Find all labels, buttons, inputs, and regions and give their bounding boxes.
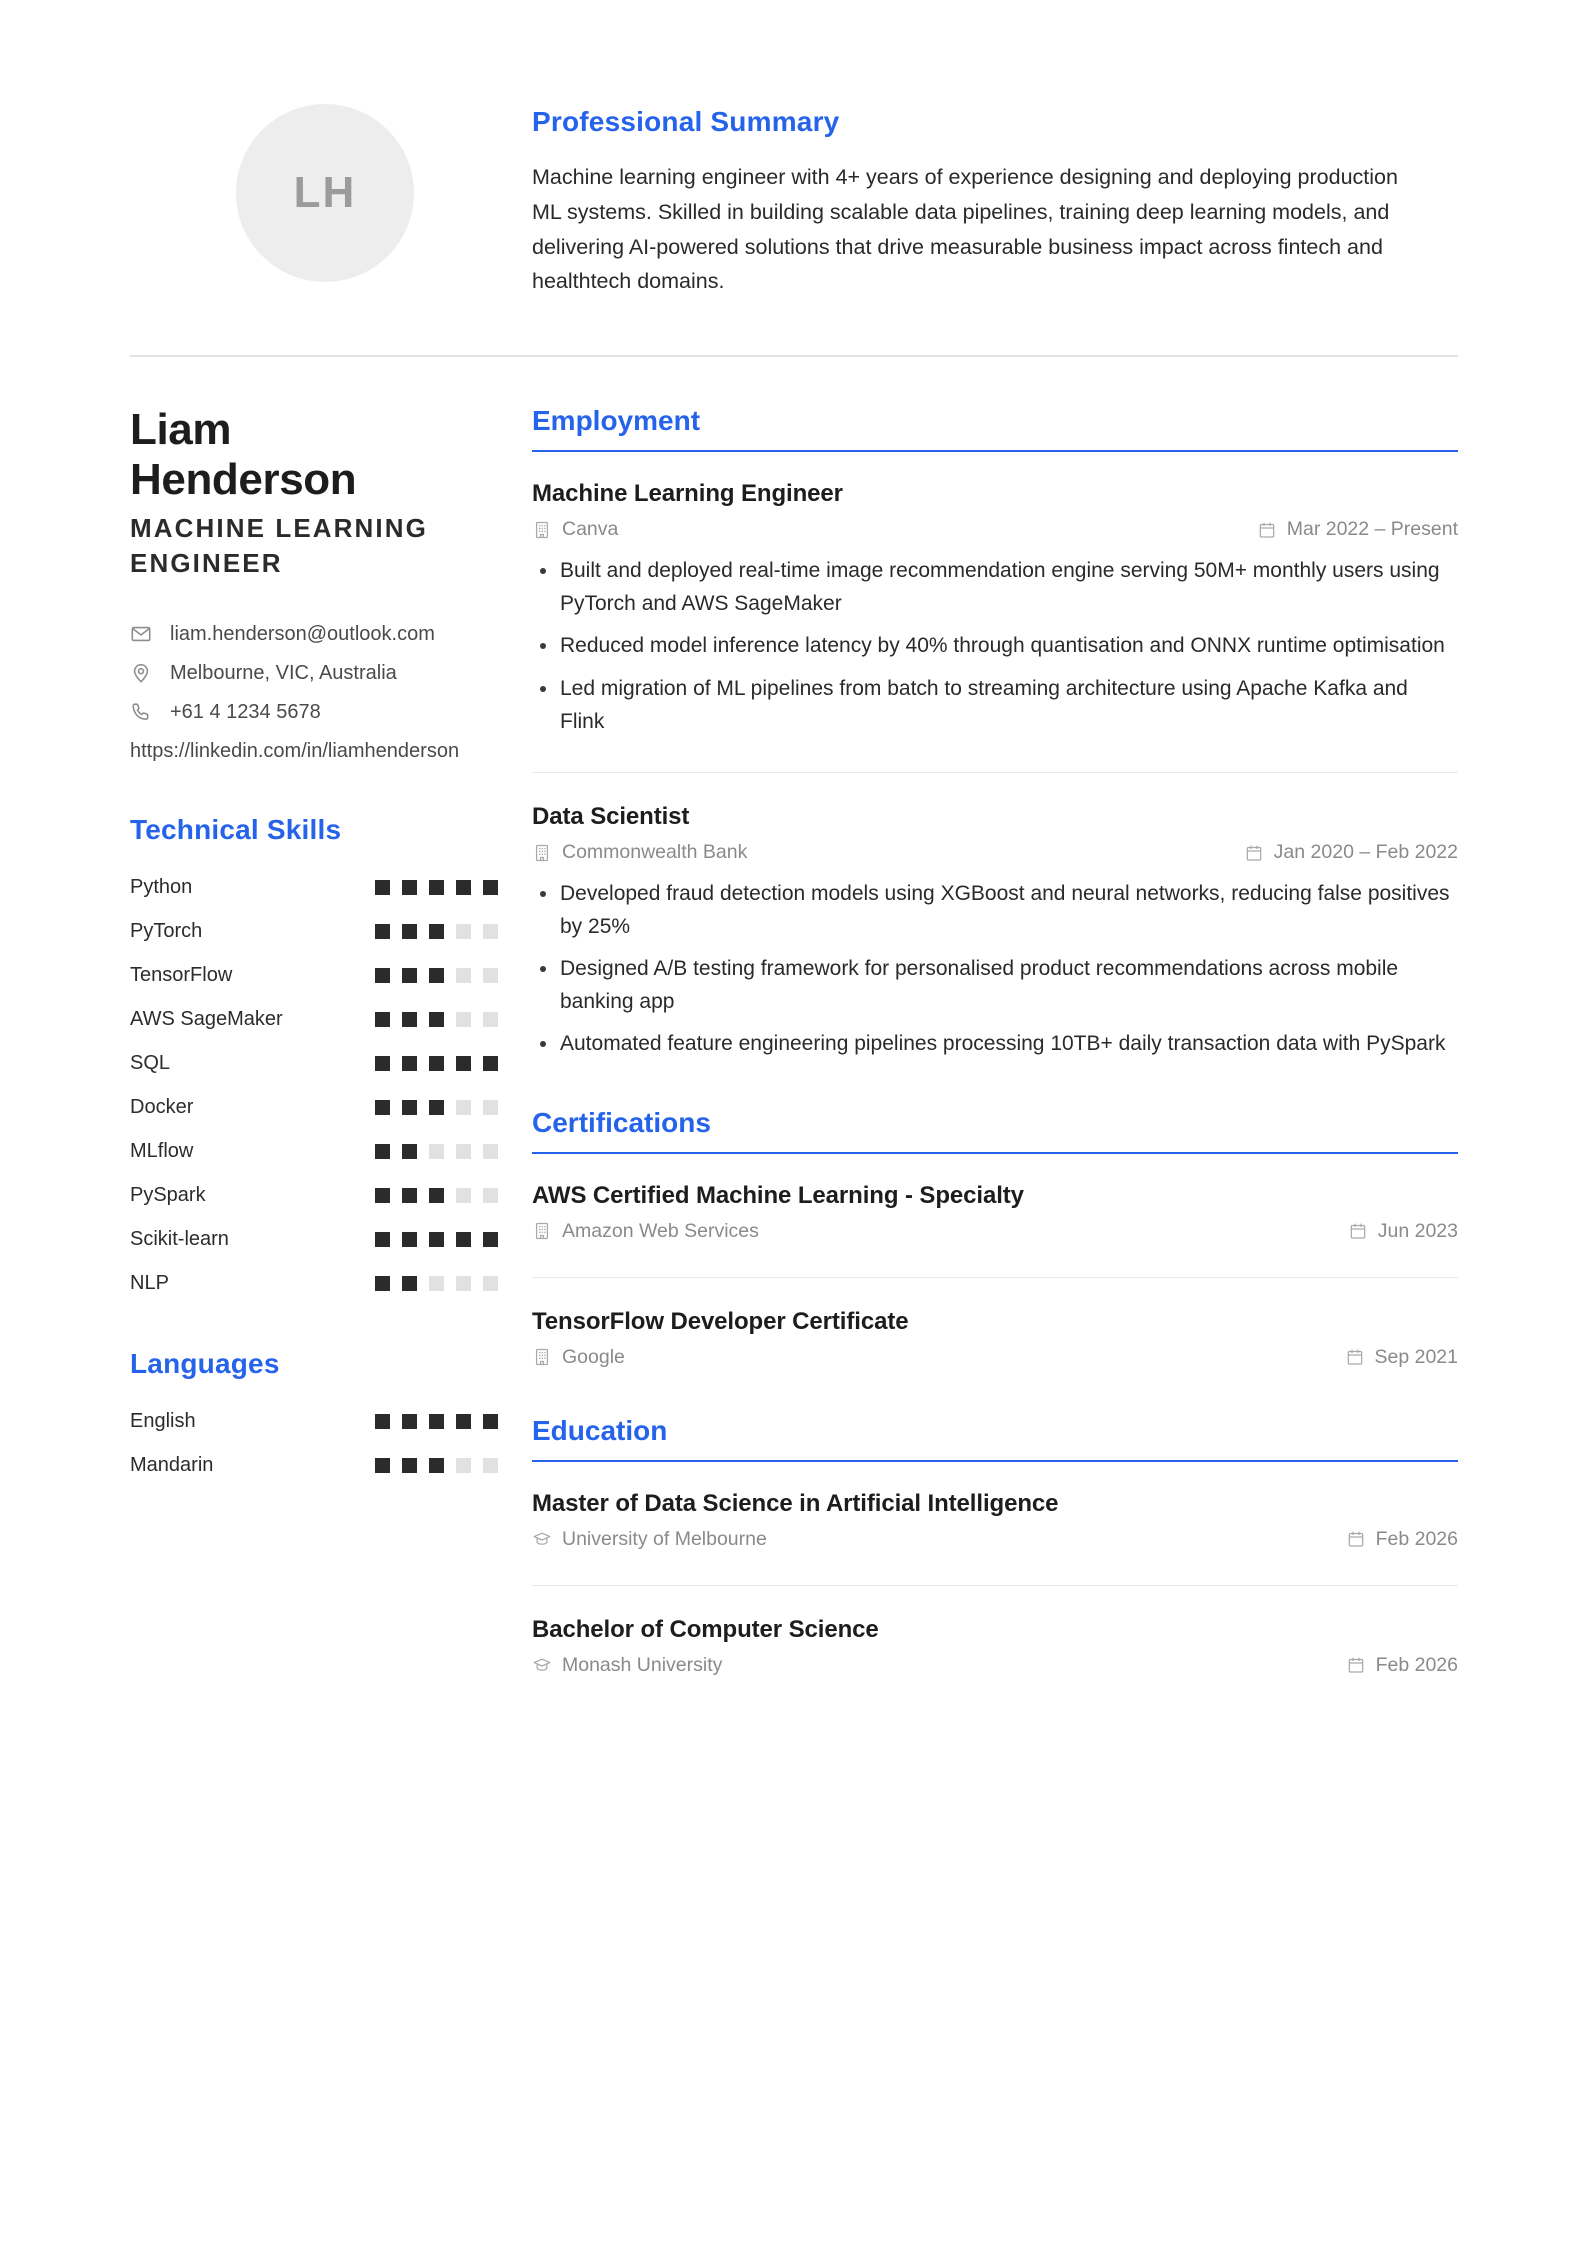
technical-skills-section: [130, 814, 498, 1296]
rating-square-filled: [429, 1414, 444, 1429]
entry-title: Machine Learning Engineer: [532, 480, 843, 508]
calendar-icon: [1346, 1655, 1366, 1675]
skill-rating: [375, 1232, 498, 1247]
skill-label: PySpark: [130, 1183, 206, 1206]
rating-square-filled: [402, 1232, 417, 1247]
certifications-section: [532, 1107, 1458, 1369]
skill-rating: [375, 1188, 498, 1203]
skill-label: Docker: [130, 1095, 194, 1118]
bullet-item: Developed fraud detection models using XGBoost and neural networks, reducing false positives by 25%: [532, 878, 1458, 943]
skill-rating: [375, 1100, 498, 1115]
employment-section: [532, 405, 1458, 1060]
rating-square-empty: [483, 1458, 498, 1473]
contact-location-text: Melbourne, VIC, Australia: [170, 662, 397, 685]
certifications-list: [532, 1182, 1458, 1369]
body-columns: [0, 357, 1588, 1722]
entry-organisation: [532, 1346, 625, 1369]
rating-square-filled: [483, 1232, 498, 1247]
entry-date-text: Jun 2023: [1377, 1219, 1458, 1242]
rating-square-empty: [483, 1276, 498, 1291]
skill-label: TensorFlow: [130, 963, 233, 986]
rating-square-filled: [429, 880, 444, 895]
entry-organisation: [532, 1220, 759, 1243]
entry-date-text: Jan 2020 – Feb 2022: [1273, 841, 1458, 864]
rating-square-empty: [456, 1144, 471, 1159]
rating-square-filled: [375, 1276, 390, 1291]
graduation-cap-icon: [532, 1655, 552, 1675]
rating-square-filled: [483, 1414, 498, 1429]
rating-square-empty: [456, 1276, 471, 1291]
entry: [532, 1490, 1458, 1551]
entry-title: Master of Data Science in Artificial Intelligence: [532, 1489, 1059, 1517]
skill-label: NLP: [130, 1271, 169, 1294]
rating-square-filled: [429, 1012, 444, 1027]
skill-row: [130, 918, 498, 944]
rating-square-filled: [402, 880, 417, 895]
graduation-cap-icon: [532, 1529, 552, 1549]
skill-row: [130, 1050, 498, 1076]
contact-email[interactable]: [130, 621, 498, 647]
entry-date: [1346, 1528, 1458, 1551]
skill-row: [130, 1094, 498, 1120]
skill-row: [130, 1138, 498, 1164]
contact-phone[interactable]: [130, 699, 498, 725]
rating-square-empty: [456, 1458, 471, 1473]
entry-separator: [532, 1277, 1458, 1278]
rating-square-empty: [483, 924, 498, 939]
language-label: Mandarin: [130, 1453, 214, 1476]
rating-square-empty: [483, 1012, 498, 1027]
rating-square-filled: [402, 1414, 417, 1429]
phone-icon: [130, 701, 156, 723]
entry-date-text: Mar 2022 – Present: [1286, 518, 1458, 541]
entry-organisation: [532, 1654, 722, 1677]
rating-square-empty: [456, 968, 471, 983]
rating-square-filled: [429, 1188, 444, 1203]
rating-square-filled: [483, 1056, 498, 1071]
entry-title: Bachelor of Computer Science: [532, 1615, 879, 1643]
skill-label: MLflow: [130, 1139, 194, 1162]
rating-square-filled: [456, 1232, 471, 1247]
entry-meta: [532, 518, 1458, 541]
rating-square-filled: [375, 1144, 390, 1159]
entry-organisation: [532, 841, 747, 864]
rating-square-filled: [429, 1458, 444, 1473]
rating-square-filled: [375, 968, 390, 983]
entry-organisation: [532, 1528, 767, 1551]
rating-square-empty: [456, 1012, 471, 1027]
rating-square-empty: [429, 1276, 444, 1291]
rating-square-filled: [402, 968, 417, 983]
building-icon: [532, 1221, 552, 1241]
skill-row: [130, 1226, 498, 1252]
rating-square-filled: [375, 1056, 390, 1071]
entry-separator: [532, 1585, 1458, 1586]
rating-square-filled: [456, 1056, 471, 1071]
rating-square-filled: [402, 1188, 417, 1203]
language-rating: [375, 1458, 498, 1473]
avatar-initials: LH: [293, 168, 357, 217]
entry-separator: [532, 772, 1458, 773]
rating-square-filled: [402, 1056, 417, 1071]
skill-row: [130, 1006, 498, 1032]
rating-square-filled: [402, 1100, 417, 1115]
rating-square-filled: [429, 1056, 444, 1071]
building-icon: [532, 520, 552, 540]
page-title: [130, 405, 498, 504]
skill-label: Scikit-learn: [130, 1227, 229, 1250]
calendar-icon: [1346, 1529, 1366, 1549]
name-line-1: Liam: [130, 405, 232, 455]
rating-square-empty: [483, 1188, 498, 1203]
entry-organisation: [532, 518, 618, 541]
contact-linkedin-text: https://linkedin.com/in/liamhenderson: [130, 740, 460, 763]
rating-square-empty: [483, 1100, 498, 1115]
education-heading: Education: [532, 1415, 1458, 1462]
education-list: [532, 1490, 1458, 1677]
entry-date-text: Feb 2026: [1375, 1653, 1458, 1676]
rating-square-filled: [483, 880, 498, 895]
building-icon: [532, 843, 552, 863]
language-row: [130, 1452, 498, 1478]
bullet-item: Automated feature engineering pipelines processing 10TB+ daily transaction data with PySpark: [532, 1028, 1458, 1061]
language-rating: [375, 1414, 498, 1429]
sidebar-column: [130, 357, 520, 1496]
job-title: MACHINE LEARNING ENGINEER: [130, 512, 428, 578]
rating-square-empty: [483, 1144, 498, 1159]
rating-square-filled: [429, 968, 444, 983]
entry-organisation-text: Monash University: [562, 1653, 723, 1676]
rating-square-filled: [375, 880, 390, 895]
summary-column: [520, 96, 1458, 299]
rating-square-filled: [375, 1414, 390, 1429]
summary-heading: Professional Summary: [532, 106, 840, 137]
entry-meta: [532, 841, 1458, 864]
summary-text: Machine learning engineer with 4+ years of experience designing and deploying production ML systems. Skilled in building scalable data pipelines, training deep learning models, and delivering AI-powered solutions that drive measurable business impact across fintech and healthtech domains.: [532, 165, 1398, 294]
map-pin-icon: [130, 662, 156, 684]
entry-date: [1257, 518, 1458, 541]
skill-rating: [375, 924, 498, 939]
entry: [532, 1308, 1458, 1369]
avatar: [236, 104, 414, 282]
entry-organisation-text: University of Melbourne: [562, 1527, 767, 1550]
entry-title: TensorFlow Developer Certificate: [532, 1307, 909, 1335]
contact-linkedin[interactable]: [130, 738, 498, 764]
entry-date: [1345, 1346, 1459, 1369]
entry-date-text: Feb 2026: [1375, 1527, 1458, 1550]
building-icon: [532, 1347, 552, 1367]
rating-square-filled: [375, 924, 390, 939]
rating-square-filled: [402, 1144, 417, 1159]
skill-rating: [375, 1276, 498, 1291]
entry-organisation-text: Commonwealth Bank: [562, 841, 748, 864]
entry-title: Data Scientist: [532, 803, 690, 831]
rating-square-filled: [375, 1188, 390, 1203]
main-column: [520, 357, 1458, 1722]
entry-meta: [532, 1654, 1458, 1677]
skill-rating: [375, 968, 498, 983]
entry-meta: [532, 1220, 1458, 1243]
entry-meta: [532, 1528, 1458, 1551]
rating-square-filled: [456, 1414, 471, 1429]
rating-square-filled: [375, 1232, 390, 1247]
bullet-item: Built and deployed real-time image recommendation engine serving 50M+ monthly users using PyTorch and AWS SageMaker: [532, 555, 1458, 620]
bullet-item: Reduced model inference latency by 40% through quantisation and ONNX runtime optimisation: [532, 630, 1458, 663]
entry-meta: [532, 1346, 1458, 1369]
rating-square-filled: [429, 1232, 444, 1247]
rating-square-filled: [402, 1458, 417, 1473]
contact-phone-text: +61 4 1234 5678: [170, 701, 321, 724]
name-line-2: Henderson: [130, 454, 357, 504]
languages-list: [130, 1408, 498, 1478]
entry: [532, 803, 1458, 1061]
rating-square-empty: [456, 1188, 471, 1203]
entry-bullets: [532, 555, 1458, 738]
rating-square-filled: [429, 1100, 444, 1115]
rating-square-filled: [429, 924, 444, 939]
rating-square-filled: [456, 880, 471, 895]
skill-row: [130, 1270, 498, 1296]
rating-square-filled: [375, 1100, 390, 1115]
entry-organisation-text: Canva: [562, 518, 619, 541]
skill-rating: [375, 1012, 498, 1027]
envelope-icon: [130, 623, 156, 645]
contact-list: [130, 621, 498, 764]
entry-organisation-text: Amazon Web Services: [562, 1219, 759, 1242]
skill-rating: [375, 1056, 498, 1071]
entry-date-text: Sep 2021: [1374, 1345, 1458, 1368]
skill-row: [130, 1182, 498, 1208]
entry-date: [1348, 1220, 1458, 1243]
avatar-column: [130, 96, 520, 282]
rating-square-empty: [429, 1144, 444, 1159]
entry-bullets: [532, 878, 1458, 1061]
technical-skills-list: [130, 874, 498, 1296]
rating-square-filled: [375, 1012, 390, 1027]
entry-title: AWS Certified Machine Learning - Specialty: [532, 1181, 1024, 1209]
rating-square-filled: [402, 1276, 417, 1291]
certifications-heading: Certifications: [532, 1107, 1458, 1154]
skill-label: Python: [130, 875, 193, 898]
contact-email-text: liam.henderson@outlook.com: [170, 623, 435, 646]
language-row: [130, 1408, 498, 1434]
employment-heading: Employment: [532, 405, 1458, 452]
skill-rating: [375, 880, 498, 895]
education-section: [532, 1415, 1458, 1677]
employment-list: [532, 480, 1458, 1060]
entry-organisation-text: Google: [562, 1345, 625, 1368]
language-label: English: [130, 1409, 196, 1432]
skill-rating: [375, 1144, 498, 1159]
entry-date: [1346, 1654, 1458, 1677]
entry-date: [1244, 841, 1458, 864]
calendar-icon: [1244, 843, 1264, 863]
skill-row: [130, 874, 498, 900]
rating-square-empty: [483, 968, 498, 983]
calendar-icon: [1345, 1347, 1365, 1367]
contact-location: [130, 660, 498, 686]
bullet-item: Led migration of ML pipelines from batch to streaming architecture using Apache Kafka and Flink: [532, 673, 1458, 738]
entry: [532, 1182, 1458, 1243]
calendar-icon: [1257, 520, 1277, 540]
entry: [532, 1616, 1458, 1677]
technical-skills-heading: Technical Skills: [130, 814, 342, 846]
skill-label: AWS SageMaker: [130, 1007, 283, 1030]
rating-square-empty: [456, 924, 471, 939]
skill-row: [130, 962, 498, 988]
languages-heading: Languages: [130, 1348, 280, 1380]
rating-square-filled: [375, 1458, 390, 1473]
header-band: [0, 0, 1588, 299]
skill-label: PyTorch: [130, 919, 203, 942]
bullet-item: Designed A/B testing framework for personalised product recommendations across mobile banking app: [532, 953, 1458, 1018]
rating-square-filled: [402, 924, 417, 939]
rating-square-filled: [402, 1012, 417, 1027]
skill-label: SQL: [130, 1051, 171, 1074]
languages-section: [130, 1348, 498, 1478]
rating-square-empty: [456, 1100, 471, 1115]
entry: [532, 480, 1458, 738]
calendar-icon: [1348, 1221, 1368, 1241]
